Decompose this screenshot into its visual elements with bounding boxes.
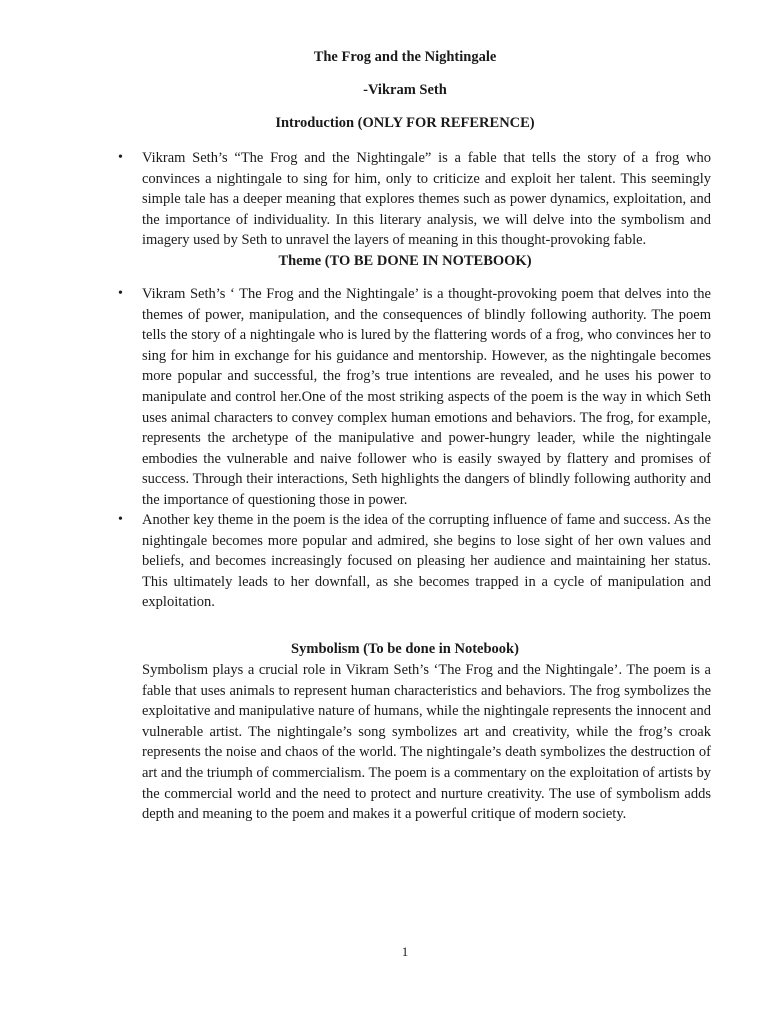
page-number: 1 <box>401 944 409 959</box>
theme-heading: Theme (TO BE DONE IN NOTEBOOK) <box>278 253 532 269</box>
document-title: The Frog and the Nightingale <box>313 49 497 65</box>
symbolism-paragraph: Symbolism plays a crucial role in Vikram Seth’s ‘The Frog and the Nightingale’. The poem is a fable that uses animals to represent human characteristics and behaviors. The frog symbolizes the exploitative and manipulative nature of humans, while the nightingale represents the innocent and vulnerable artist. The nightingale’s song symbolizes art and creativity, while the frog’s croak represents the noise and chaos of the world. The nightingale’s death symbolizes the destruction of art and the triumph of commercialism. The poem is a commentary on the exploitation of artists by the commercial world and the need to protect and nurture creativity. The use of symbolism adds depth and meaning to the poem and makes it a powerful critique of modern society. <box>142 662 711 823</box>
document-author: -Vikram Seth <box>363 82 447 98</box>
intro-bullet-1: Vikram Seth’s “The Frog and the Nightingale” is a fable that tells the story of a frog who convinces a nightingale to sing for him, only to criticize and exploit her talent. This seemingly simple tale has a deeper meaning that explores themes such as power dynamics, exploitation, and the importance of individuality. In this literary analysis, we will delve into the symbolism and imagery used by Seth to unravel the layers of meaning in this thought-provoking fable. <box>142 150 711 249</box>
theme-bullet-2: Another key theme in the poem is the idea of the corrupting influence of fame and success. As the nightingale becomes more popular and admired, she begins to lose sight of her own values and beliefs, and becomes increasingly focused on pleasing her audience and maintaining her status. This ultimately leads to her downfall, as she becomes trapped in a cycle of manipulation and exploitation. <box>142 512 711 611</box>
symbolism-heading: Symbolism (To be done in Notebook) <box>291 641 519 657</box>
bullet-icon: • <box>118 150 123 165</box>
intro-heading: Introduction (ONLY FOR REFERENCE) <box>275 115 535 131</box>
bullet-icon: • <box>118 286 123 301</box>
bullet-icon: • <box>118 512 123 527</box>
theme-bullet-1: Vikram Seth’s ‘ The Frog and the Nightingale’ is a thought-provoking poem that delves into the themes of power, manipulation, and the consequences of blindly following authority. The poem tells the story of a nightingale who is lured by the flattering words of a frog, who convinces her to sing for him in exchange for his guidance and mentorship. However, as the nightingale becomes more popular and successful, the frog’s true intentions are revealed, and he uses his power to manipulate and control her.One of the most striking aspects of the poem is the way in which Seth uses animal characters to convey complex human emotions and behaviors. The frog, for example, represents the archetype of the manipulative and power-hungry leader, while the nightingale embodies the vulnerable and naive follower who is easily swayed by flattery and promises of success. Through their interactions, Seth highlights the dangers of blindly following authority and the importance of questioning those in power. <box>142 286 711 508</box>
